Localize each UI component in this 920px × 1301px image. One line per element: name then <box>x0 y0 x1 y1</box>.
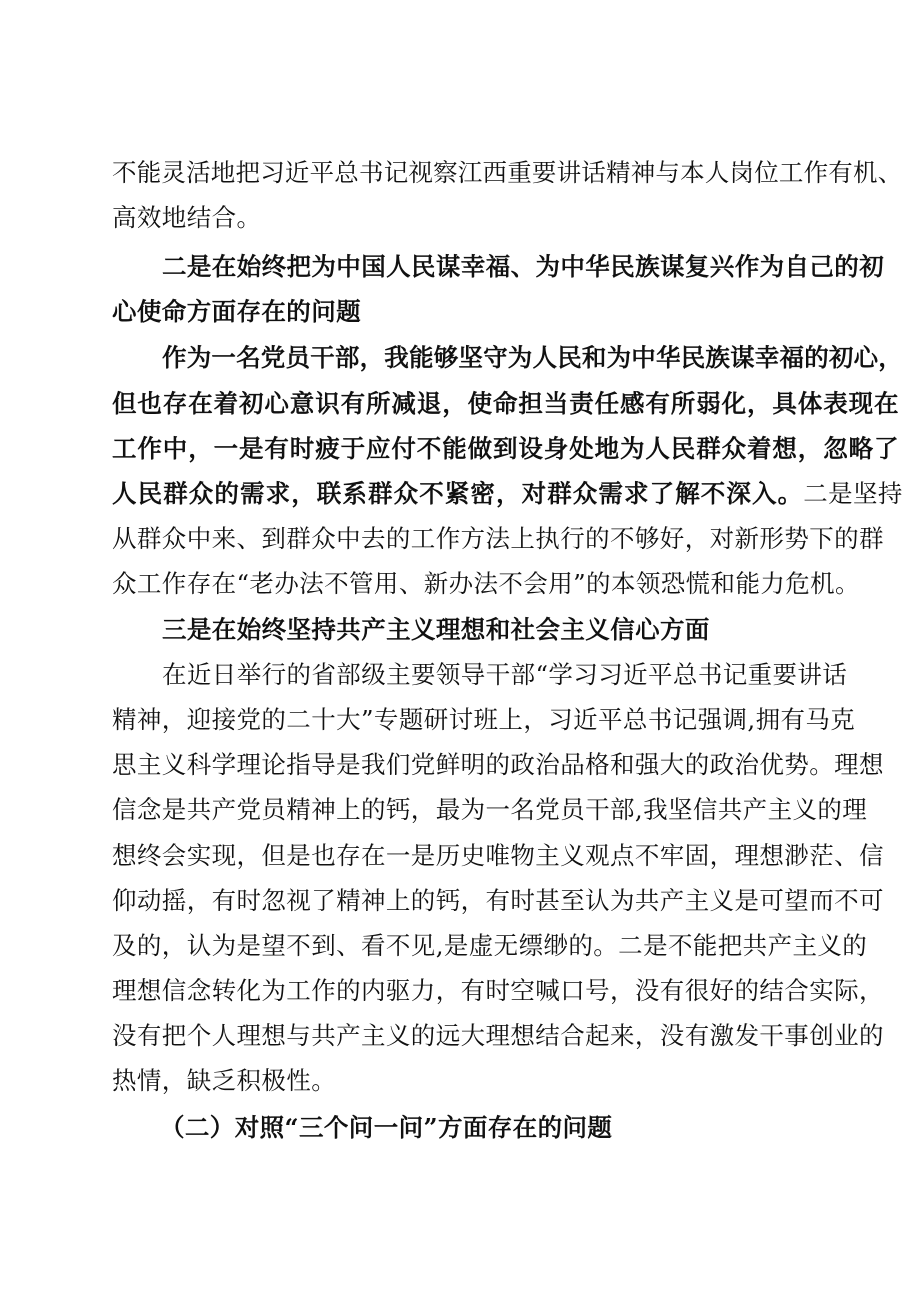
paragraph-line: 信念是共产党员精神上的钙，最为一名党员干部,我坚信共产主义的理 <box>112 795 868 824</box>
bold-run: 人民群众的需求，联系群众不紧密，对群众需求了解不深入。 <box>112 479 804 508</box>
normal-run: 二是坚持 <box>803 479 903 508</box>
paragraph-line: 仰动摇，有时忽视了精神上的钙，有时甚至认为共产主义是可望而不可 <box>112 886 884 915</box>
mixed-paragraph-line <box>112 479 903 509</box>
section-heading: 二是在始终把为中国人民谋幸福、为中华民族谋复兴作为自己的初 <box>162 252 885 281</box>
section-heading: 心使命方面存在的问题 <box>112 297 361 326</box>
bold-paragraph-line: 工作中，一是有时疲于应付不能做到设身处地为人民群众着想，忽略了 <box>112 434 900 463</box>
paragraph-line: 精神，迎接党的二十大”专题研讨班上，习近平总书记强调,拥有马克 <box>112 705 856 734</box>
paragraph-line: 众工作存在“老办法不管用、新办法不会用”的本领恐慌和能力危机。 <box>112 569 860 598</box>
paragraph-line: 在近日举行的省部级主要领导干部“学习习近平总书记重要讲话 <box>162 660 848 689</box>
paragraph-line: 思主义科学理论指导是我们党鲜明的政治品格和强大的政治优势。理想 <box>112 750 884 779</box>
paragraph-line: 从群众中来、到群众中去的工作方法上执行的不够好，对新形势下的群 <box>112 524 884 553</box>
paragraph-line: 高效地结合。 <box>112 203 262 232</box>
paragraph-line: 及的，认为是望不到、看不见,是虚无缥缈的。二是不能把共产主义的 <box>112 931 868 960</box>
paragraph-line: 理想信念转化为工作的内驱力，有时空喊口号，没有很好的结合实际， <box>112 976 884 1005</box>
subsection-heading: （二）对照“三个问一问”方面存在的问题 <box>160 1113 613 1142</box>
bold-paragraph-line: 作为一名党员干部，我能够坚守为人民和为中华民族谋幸福的初心， <box>162 343 903 372</box>
section-heading: 三是在始终坚持共产主义理想和社会主义信心方面 <box>162 615 710 644</box>
paragraph-line: 没有把个人理想与共产主义的远大理想结合起来，没有激发干事创业的 <box>112 1021 884 1050</box>
paragraph-line: 想终会实现，但是也存在一是历史唯物主义观点不牢固，理想渺茫、信 <box>112 841 884 870</box>
paragraph-line: 热情，缺乏积极性。 <box>112 1066 337 1095</box>
paragraph-line: 不能灵活地把习近平总书记视察江西重要讲话精神与本人岗位工作有机、 <box>112 158 903 187</box>
bold-paragraph-line: 但也存在着初心意识有所减退，使命担当责任感有所弱化，具体表现在 <box>112 389 900 418</box>
